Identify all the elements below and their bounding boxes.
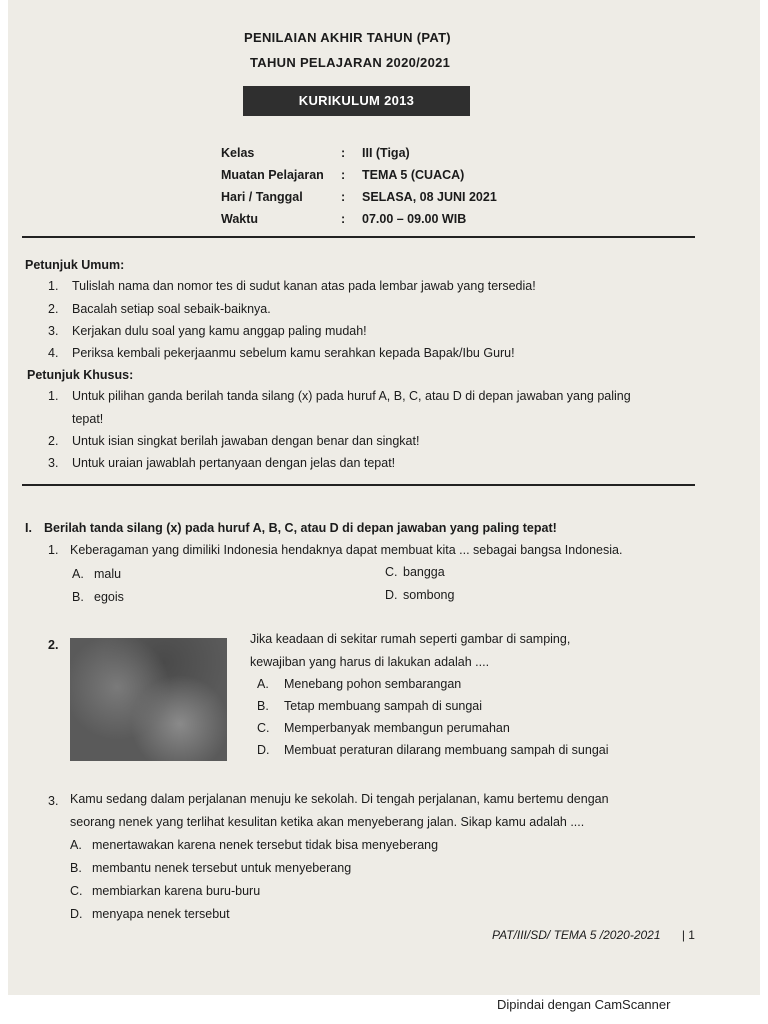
option-text: Tetap membuang sampah di sungai <box>284 699 483 713</box>
info-value-muatan: TEMA 5 (CUACA) <box>362 168 465 182</box>
option-text: membantu nenek tersebut untuk menyeberang <box>92 861 352 875</box>
option-text: Membuat peraturan dilarang membuang sampah di sungai <box>284 743 609 757</box>
list-item: Bacalah setiap soal sebaik-baiknya. <box>72 302 271 316</box>
option-letter: B. <box>257 699 269 713</box>
list-item-continuation: tepat! <box>72 412 104 426</box>
question-number: 2. <box>48 638 59 652</box>
divider-line <box>22 484 695 486</box>
option-letter: D. <box>385 588 398 602</box>
question-number: 1. <box>48 543 59 557</box>
info-colon: : <box>341 212 346 226</box>
list-item: Kerjakan dulu soal yang kamu anggap paling mudah! <box>72 324 367 338</box>
list-item: Untuk pilihan ganda berilah tanda silang (x) pada huruf A, B, C, atau D di depan jawaban yang paling <box>72 389 631 403</box>
info-value-kelas: III (Tiga) <box>362 146 410 160</box>
list-number: 1. <box>48 389 59 403</box>
scanner-watermark: Dipindai dengan CamScanner <box>497 997 671 1012</box>
list-item: Tulislah nama dan nomor tes di sudut kanan atas pada lembar jawab yang tersedia! <box>72 279 536 293</box>
section-number: I. <box>25 521 32 535</box>
info-colon: : <box>341 190 346 204</box>
info-value-waktu: 07.00 – 09.00 WIB <box>362 212 467 226</box>
option-text: menertawakan karena nenek tersebut tidak bisa menyeberang <box>92 838 439 852</box>
option-text: membiarkan karena buru-buru <box>92 884 261 898</box>
question-text: kewajiban yang harus di lakukan adalah .... <box>250 655 490 669</box>
option-text: Menebang pohon sembarangan <box>284 677 462 691</box>
question-text: seorang nenek yang terlihat kesulitan ketika akan menyeberang jalan. Sikap kamu adalah .... <box>70 815 585 829</box>
option-letter: A. <box>70 838 82 852</box>
option-letter: D. <box>70 907 83 921</box>
exam-title: PENILAIAN AKHIR TAHUN (PAT) <box>244 30 451 45</box>
petunjuk-khusus-title: Petunjuk Khusus: <box>27 368 134 382</box>
info-label-waktu: Waktu <box>221 212 259 226</box>
info-colon: : <box>341 168 346 182</box>
divider-line <box>22 236 695 238</box>
list-number: 3. <box>48 324 59 338</box>
list-item: Periksa kembali pekerjaanmu sebelum kamu serahkan kepada Bapak/Ibu Guru! <box>72 346 515 360</box>
option-text: menyapa nenek tersebut <box>92 907 230 921</box>
question-text: Jika keadaan di sekitar rumah seperti gambar di samping, <box>250 632 571 646</box>
info-label-hari: Hari / Tanggal <box>221 190 303 204</box>
list-number: 3. <box>48 456 59 470</box>
list-number: 1. <box>48 279 59 293</box>
petunjuk-umum-title: Petunjuk Umum: <box>25 258 125 272</box>
list-item: Untuk isian singkat berilah jawaban dengan benar dan singkat! <box>72 434 420 448</box>
question-text: Kamu sedang dalam perjalanan menuju ke sekolah. Di tengah perjalanan, kamu bertemu dengan <box>70 792 609 806</box>
option-text: malu <box>94 567 122 581</box>
option-text: Memperbanyak membangun perumahan <box>284 721 510 735</box>
curriculum-badge: KURIKULUM 2013 <box>243 86 470 116</box>
option-text: sombong <box>403 588 455 602</box>
info-label-kelas: Kelas <box>221 146 255 160</box>
option-letter: C. <box>257 721 270 735</box>
option-letter: C. <box>385 565 398 579</box>
list-number: 4. <box>48 346 59 360</box>
river-trash-photo <box>70 638 227 761</box>
info-value-hari: SELASA, 08 JUNI 2021 <box>362 190 497 204</box>
option-letter: B. <box>70 861 82 875</box>
page-number: | 1 <box>681 928 695 942</box>
option-letter: A. <box>257 677 269 691</box>
option-letter: D. <box>257 743 270 757</box>
option-letter: B. <box>72 590 84 604</box>
question-number: 3. <box>48 794 59 808</box>
list-item: Untuk uraian jawablah pertanyaan dengan jelas dan tepat! <box>72 456 396 470</box>
page-footer <box>492 928 695 942</box>
school-year: TAHUN PELAJARAN 2020/2021 <box>250 55 451 70</box>
section-instruction: Berilah tanda silang (x) pada huruf A, B, C, atau D di depan jawaban yang paling tepat! <box>44 521 557 535</box>
list-number: 2. <box>48 434 59 448</box>
option-text: egois <box>94 590 124 604</box>
footer-code: PAT/III/SD/ TEMA 5 /2020-2021 <box>492 928 661 942</box>
info-colon: : <box>341 146 346 160</box>
option-letter: A. <box>72 567 84 581</box>
list-number: 2. <box>48 302 59 316</box>
option-text: bangga <box>403 565 445 579</box>
question-text: Keberagaman yang dimiliki Indonesia hendaknya dapat membuat kita ... sebagai bangsa Indonesia. <box>70 543 623 557</box>
info-label-muatan: Muatan Pelajaran <box>221 168 324 182</box>
option-letter: C. <box>70 884 83 898</box>
